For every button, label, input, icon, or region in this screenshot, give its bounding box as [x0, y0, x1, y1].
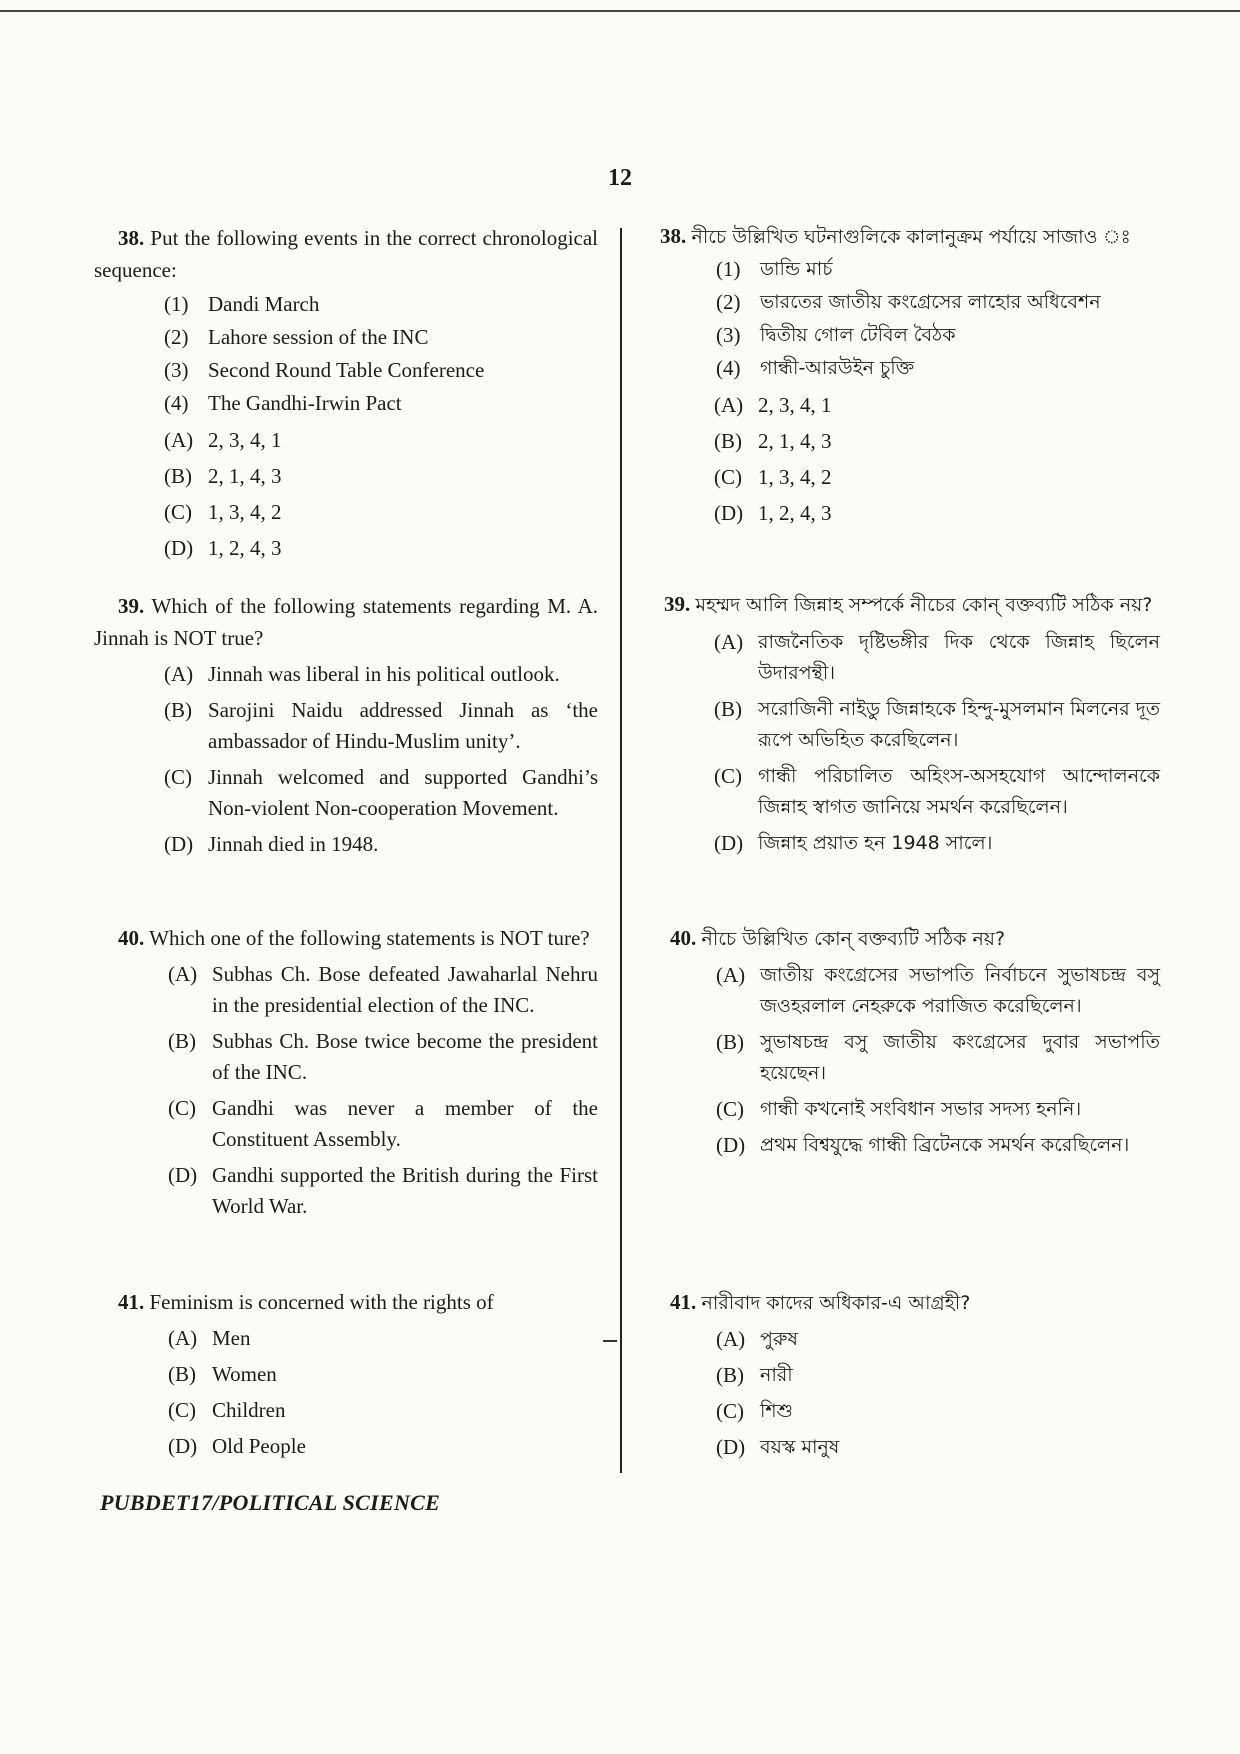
question-number: 41. — [118, 1290, 145, 1314]
question-text — [660, 1286, 1160, 1319]
answer-options — [716, 960, 1160, 1161]
option-b[interactable]: (B) সরোজিনী নাইডু জিন্নাহকে হিন্দু-মুসলমান মিলনের দূত রূপে অভিহিত করেছিলেন। — [714, 697, 1160, 751]
answer-options — [714, 390, 1160, 529]
question-40-en — [94, 922, 598, 1222]
margin-mark — [603, 1340, 617, 1342]
option-b[interactable]: (B) Subhas Ch. Bose twice become the president of the INC. — [168, 1029, 598, 1084]
option-c[interactable]: (C) 1, 3, 4, 2 — [164, 500, 282, 524]
answer-options — [714, 627, 1160, 859]
sequence-items — [716, 253, 1160, 385]
question-number: 38. — [118, 226, 145, 250]
question-stem: Which of the following statements regarding M. A. Jinnah is NOT true? — [94, 594, 599, 650]
question-41-bn — [660, 1286, 1160, 1463]
option-a[interactable]: (A) Subhas Ch. Bose defeated Jawaharlal Nehru in the presidential election of the INC. — [168, 962, 598, 1017]
option-a[interactable]: (A) Jinnah was liberal in his political outlook. — [164, 662, 560, 686]
question-38-bn — [660, 220, 1160, 529]
option-a[interactable]: (A) জাতীয় কংগ্রেসের সভাপতি নির্বাচনে সুভাষচন্দ্র বসু জওহরলাল নেহরুকে পরাজিত করেছিলেন। — [716, 963, 1160, 1017]
page-number: 12 — [608, 165, 632, 191]
answer-options — [168, 1323, 598, 1462]
question-number: 39. — [118, 594, 145, 618]
question-number: 38. — [660, 224, 687, 248]
sequence-items — [164, 288, 598, 420]
question-stem: নীচে উল্লিখিত কোন্ বক্তব্যটি সঠিক নয়? — [701, 928, 1006, 950]
answer-options — [164, 425, 598, 564]
option-d[interactable]: (D) 1, 2, 4, 3 — [164, 536, 282, 560]
sequence-item: (2) Lahore session of the INC — [164, 325, 429, 349]
option-d[interactable]: (D) বয়স্ক মানুষ — [716, 1435, 840, 1459]
sequence-item: (1) Dandi March — [164, 292, 320, 316]
answer-options — [716, 1324, 1160, 1463]
option-b[interactable]: (B) 2, 1, 4, 3 — [714, 429, 832, 453]
question-41-en — [94, 1286, 598, 1462]
answer-options — [168, 959, 598, 1222]
question-text — [94, 222, 598, 286]
option-c[interactable]: (C) গান্ধী কখনোই সংবিধান সভার সদস্য হননি। — [716, 1097, 1082, 1121]
question-stem: Which one of the following statements is NOT ture? — [149, 926, 590, 950]
question-stem: মহম্মদ আলি জিন্নাহ সম্পর্কে নীচের কোন্ বক্তব্যটি সঠিক নয়? — [695, 594, 1153, 616]
question-number: 40. — [118, 926, 145, 950]
option-b[interactable]: (B) Women — [168, 1362, 277, 1386]
option-c[interactable]: (C) 1, 3, 4, 2 — [714, 465, 832, 489]
option-b[interactable]: (B) সুভাষচন্দ্র বসু জাতীয় কংগ্রেসের দুবার সভাপতি হয়েছেন। — [716, 1030, 1160, 1084]
question-39-en — [94, 590, 598, 860]
footer-paper-code: PUBDET17/POLITICAL SCIENCE — [100, 1490, 441, 1515]
option-d[interactable]: (D) Jinnah died in 1948. — [164, 832, 379, 856]
question-text — [94, 922, 598, 954]
question-40-bn — [660, 922, 1160, 1161]
option-d[interactable]: (D) জিন্নাহ প্রয়াত হন 1948 সালে। — [714, 831, 993, 855]
question-number: 40. — [670, 926, 697, 950]
option-c[interactable]: (C) Children — [168, 1398, 286, 1422]
option-b[interactable]: (B) 2, 1, 4, 3 — [164, 464, 282, 488]
question-text — [630, 588, 1160, 621]
top-rule — [0, 10, 1240, 12]
option-b[interactable]: (B) নারী — [716, 1363, 793, 1387]
option-b[interactable]: (B) Sarojini Naidu addressed Jinnah as ‘the ambassador of Hindu-Muslim unity’. — [164, 698, 598, 753]
option-c[interactable]: (C) Gandhi was never a member of the Constituent Assembly. — [168, 1096, 598, 1151]
option-d[interactable]: (D) Gandhi supported the British during the First World War. — [168, 1163, 598, 1218]
option-a[interactable]: (A) 2, 3, 4, 1 — [164, 428, 282, 452]
option-d[interactable]: (D) প্রথম বিশ্বযুদ্ধে গান্ধী ব্রিটেনকে সমর্থন করেছিলেন। — [716, 1133, 1130, 1157]
question-stem: Feminism is concerned with the rights of — [149, 1290, 494, 1314]
option-c[interactable]: (C) শিশু — [716, 1399, 794, 1423]
answer-options — [164, 659, 598, 860]
question-stem: নীচে উল্লিখিত ঘটনাগুলিকে কালানুক্রম পর্যায়ে সাজাও ঃ — [691, 226, 1131, 248]
question-stem: Put the following events in the correct chronological sequence: — [94, 226, 599, 282]
question-number: 39. — [664, 592, 691, 616]
question-38-en — [94, 222, 598, 564]
question-number: 41. — [670, 1290, 697, 1314]
option-a[interactable]: (A) Men — [168, 1326, 251, 1350]
sequence-item: (1) ডান্ডি মার্চ — [716, 257, 833, 281]
option-c[interactable]: (C) গান্ধী পরিচালিত অহিংস-অসহযোগ আন্দোলনকে জিন্নাহ স্বাগত জানিয়ে সমর্থন করেছিলেন। — [714, 764, 1160, 818]
option-d[interactable]: (D) Old People — [168, 1434, 306, 1458]
option-a[interactable]: (A) পুরুষ — [716, 1327, 798, 1351]
sequence-item: (4) The Gandhi-Irwin Pact — [164, 391, 402, 415]
question-stem: নারীবাদ কাদের অধিকার-এ আগ্রহী? — [701, 1292, 971, 1314]
option-a[interactable]: (A) রাজনৈতিক দৃষ্টিভঙ্গীর দিক থেকে জিন্নাহ ছিলেন উদারপন্থী। — [714, 630, 1160, 684]
sequence-item: (2) ভারতের জাতীয় কংগ্রেসের লাহোর অধিবেশন — [716, 290, 1101, 314]
option-a[interactable]: (A) 2, 3, 4, 1 — [714, 393, 832, 417]
column-divider — [620, 228, 622, 1473]
option-d[interactable]: (D) 1, 2, 4, 3 — [714, 501, 832, 525]
question-text — [660, 220, 1160, 253]
question-text — [94, 590, 598, 654]
question-text — [660, 922, 1160, 955]
sequence-item: (3) দ্বিতীয় গোল টেবিল বৈঠক — [716, 323, 956, 347]
question-text — [94, 1286, 598, 1318]
sequence-item: (4) গান্ধী-আরউইন চুক্তি — [716, 356, 915, 380]
option-c[interactable]: (C) Jinnah welcomed and supported Gandhi’s Non-violent Non-cooperation Movement. — [164, 765, 598, 820]
sequence-item: (3) Second Round Table Conference — [164, 358, 485, 382]
question-39-bn — [630, 588, 1160, 859]
